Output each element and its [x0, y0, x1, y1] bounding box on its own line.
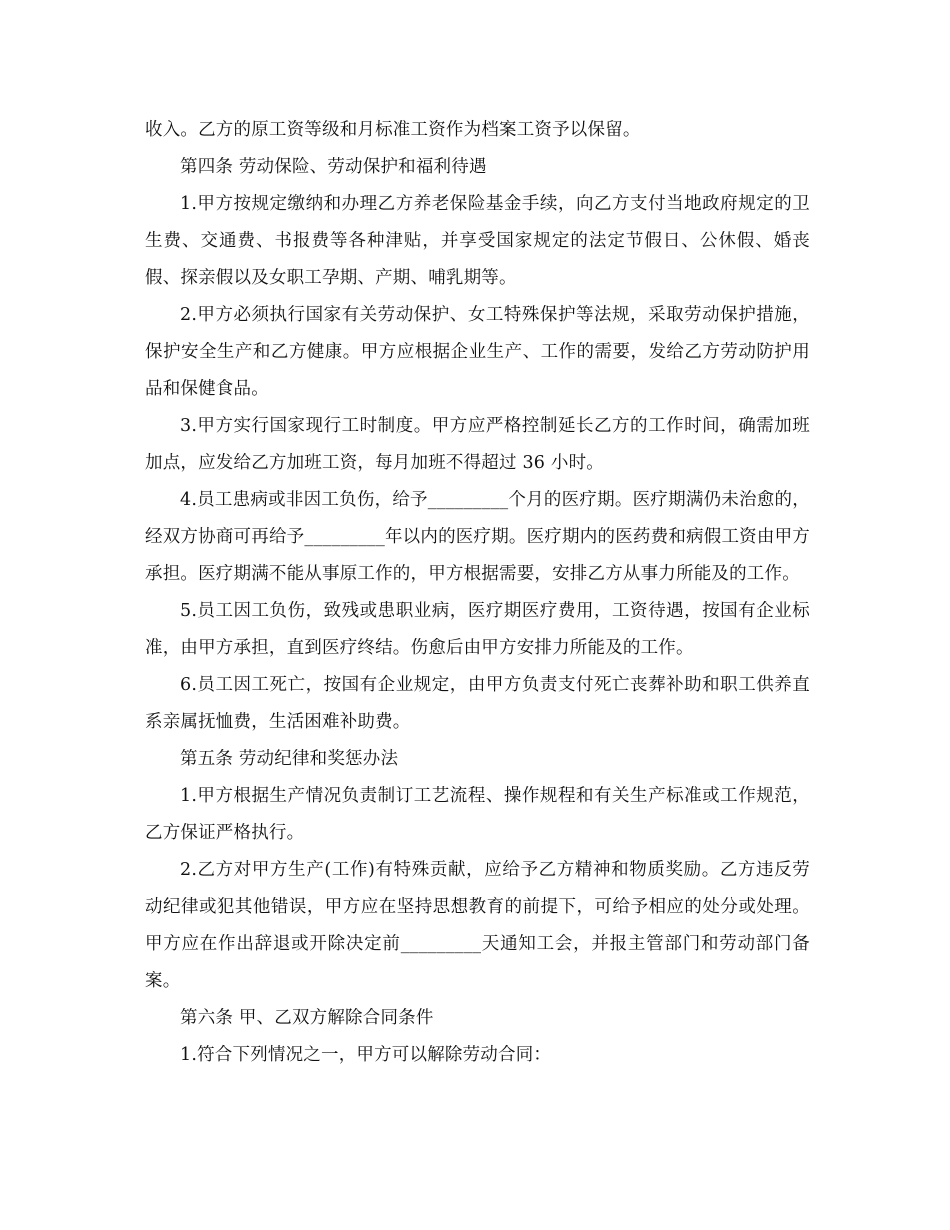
paragraph-4-6: 6.员工因工死亡，按国有企业规定，由甲方负责支付死亡丧葬补助和职工供养直系亲属抚恤费，生活困难补助费。 — [145, 675, 810, 732]
heading-article-6: 第六条 甲、乙双方解除合同条件 — [180, 1008, 434, 1028]
paragraph-income-retention: 收入。乙方的原工资等级和月标准工资作为档案工资予以保留。 — [145, 120, 641, 140]
paragraph-4-1: 1.甲方按规定缴纳和办理乙方养老保险基金手续，向乙方支付当地政府规定的卫生费、交通费、书报费等各种津贴，并享受国家规定的法定节假日、公休假、婚丧假、探亲假以及女职工孕期、产期、哺乳期等。 — [145, 194, 810, 288]
heading-article-4: 第四条 劳动保险、劳动保护和福利待遇 — [180, 157, 487, 177]
document-page — [145, 112, 810, 1074]
paragraph-4-4: 4.员工患病或非因工负伤，给予_________个月的医疗期。医疗期满仍未治愈的，经双方协商可再给予_________年以内的医疗期。医疗期内的医药费和病假工资由甲方承担。医疗期满不能从事原工作的，甲方根据需要，安排乙方从事力所能及的工作。 — [145, 490, 810, 584]
paragraph-4-5: 5.员工因工负伤，致残或患职业病，医疗期医疗费用，工资待遇，按国有企业标准，由甲方承担，直到医疗终结。伤愈后由甲方安排力所能及的工作。 — [145, 601, 810, 658]
paragraph-5-1: 1.甲方根据生产情况负责制订工艺流程、操作规程和有关生产标准或工作规范，乙方保证严格执行。 — [145, 786, 810, 843]
paragraph-6-1: 1.符合下列情况之一，甲方可以解除劳动合同： — [180, 1045, 552, 1065]
paragraph-5-2: 2.乙方对甲方生产(工作)有特殊贡献，应给予乙方精神和物质奖励。乙方违反劳动纪律或犯其他错误，甲方应在坚持思想教育的前提下，可给予相应的处分或处理。甲方应在作出辞退或开除决定前_________天通知工会，并报主管部门和劳动部门备案。 — [145, 860, 810, 991]
heading-article-5: 第五条 劳动纪律和奖惩办法 — [180, 749, 399, 769]
paragraph-4-2: 2.甲方必须执行国家有关劳动保护、女工特殊保护等法规，采取劳动保护措施，保护安全生产和乙方健康。甲方应根据企业生产、工作的需要，发给乙方劳动防护用品和保健食品。 — [145, 305, 810, 399]
paragraph-4-3: 3.甲方实行国家现行工时制度。甲方应严格控制延长乙方的工作时间，确需加班加点，应发给乙方加班工资，每月加班不得超过 36 小时。 — [145, 416, 810, 473]
